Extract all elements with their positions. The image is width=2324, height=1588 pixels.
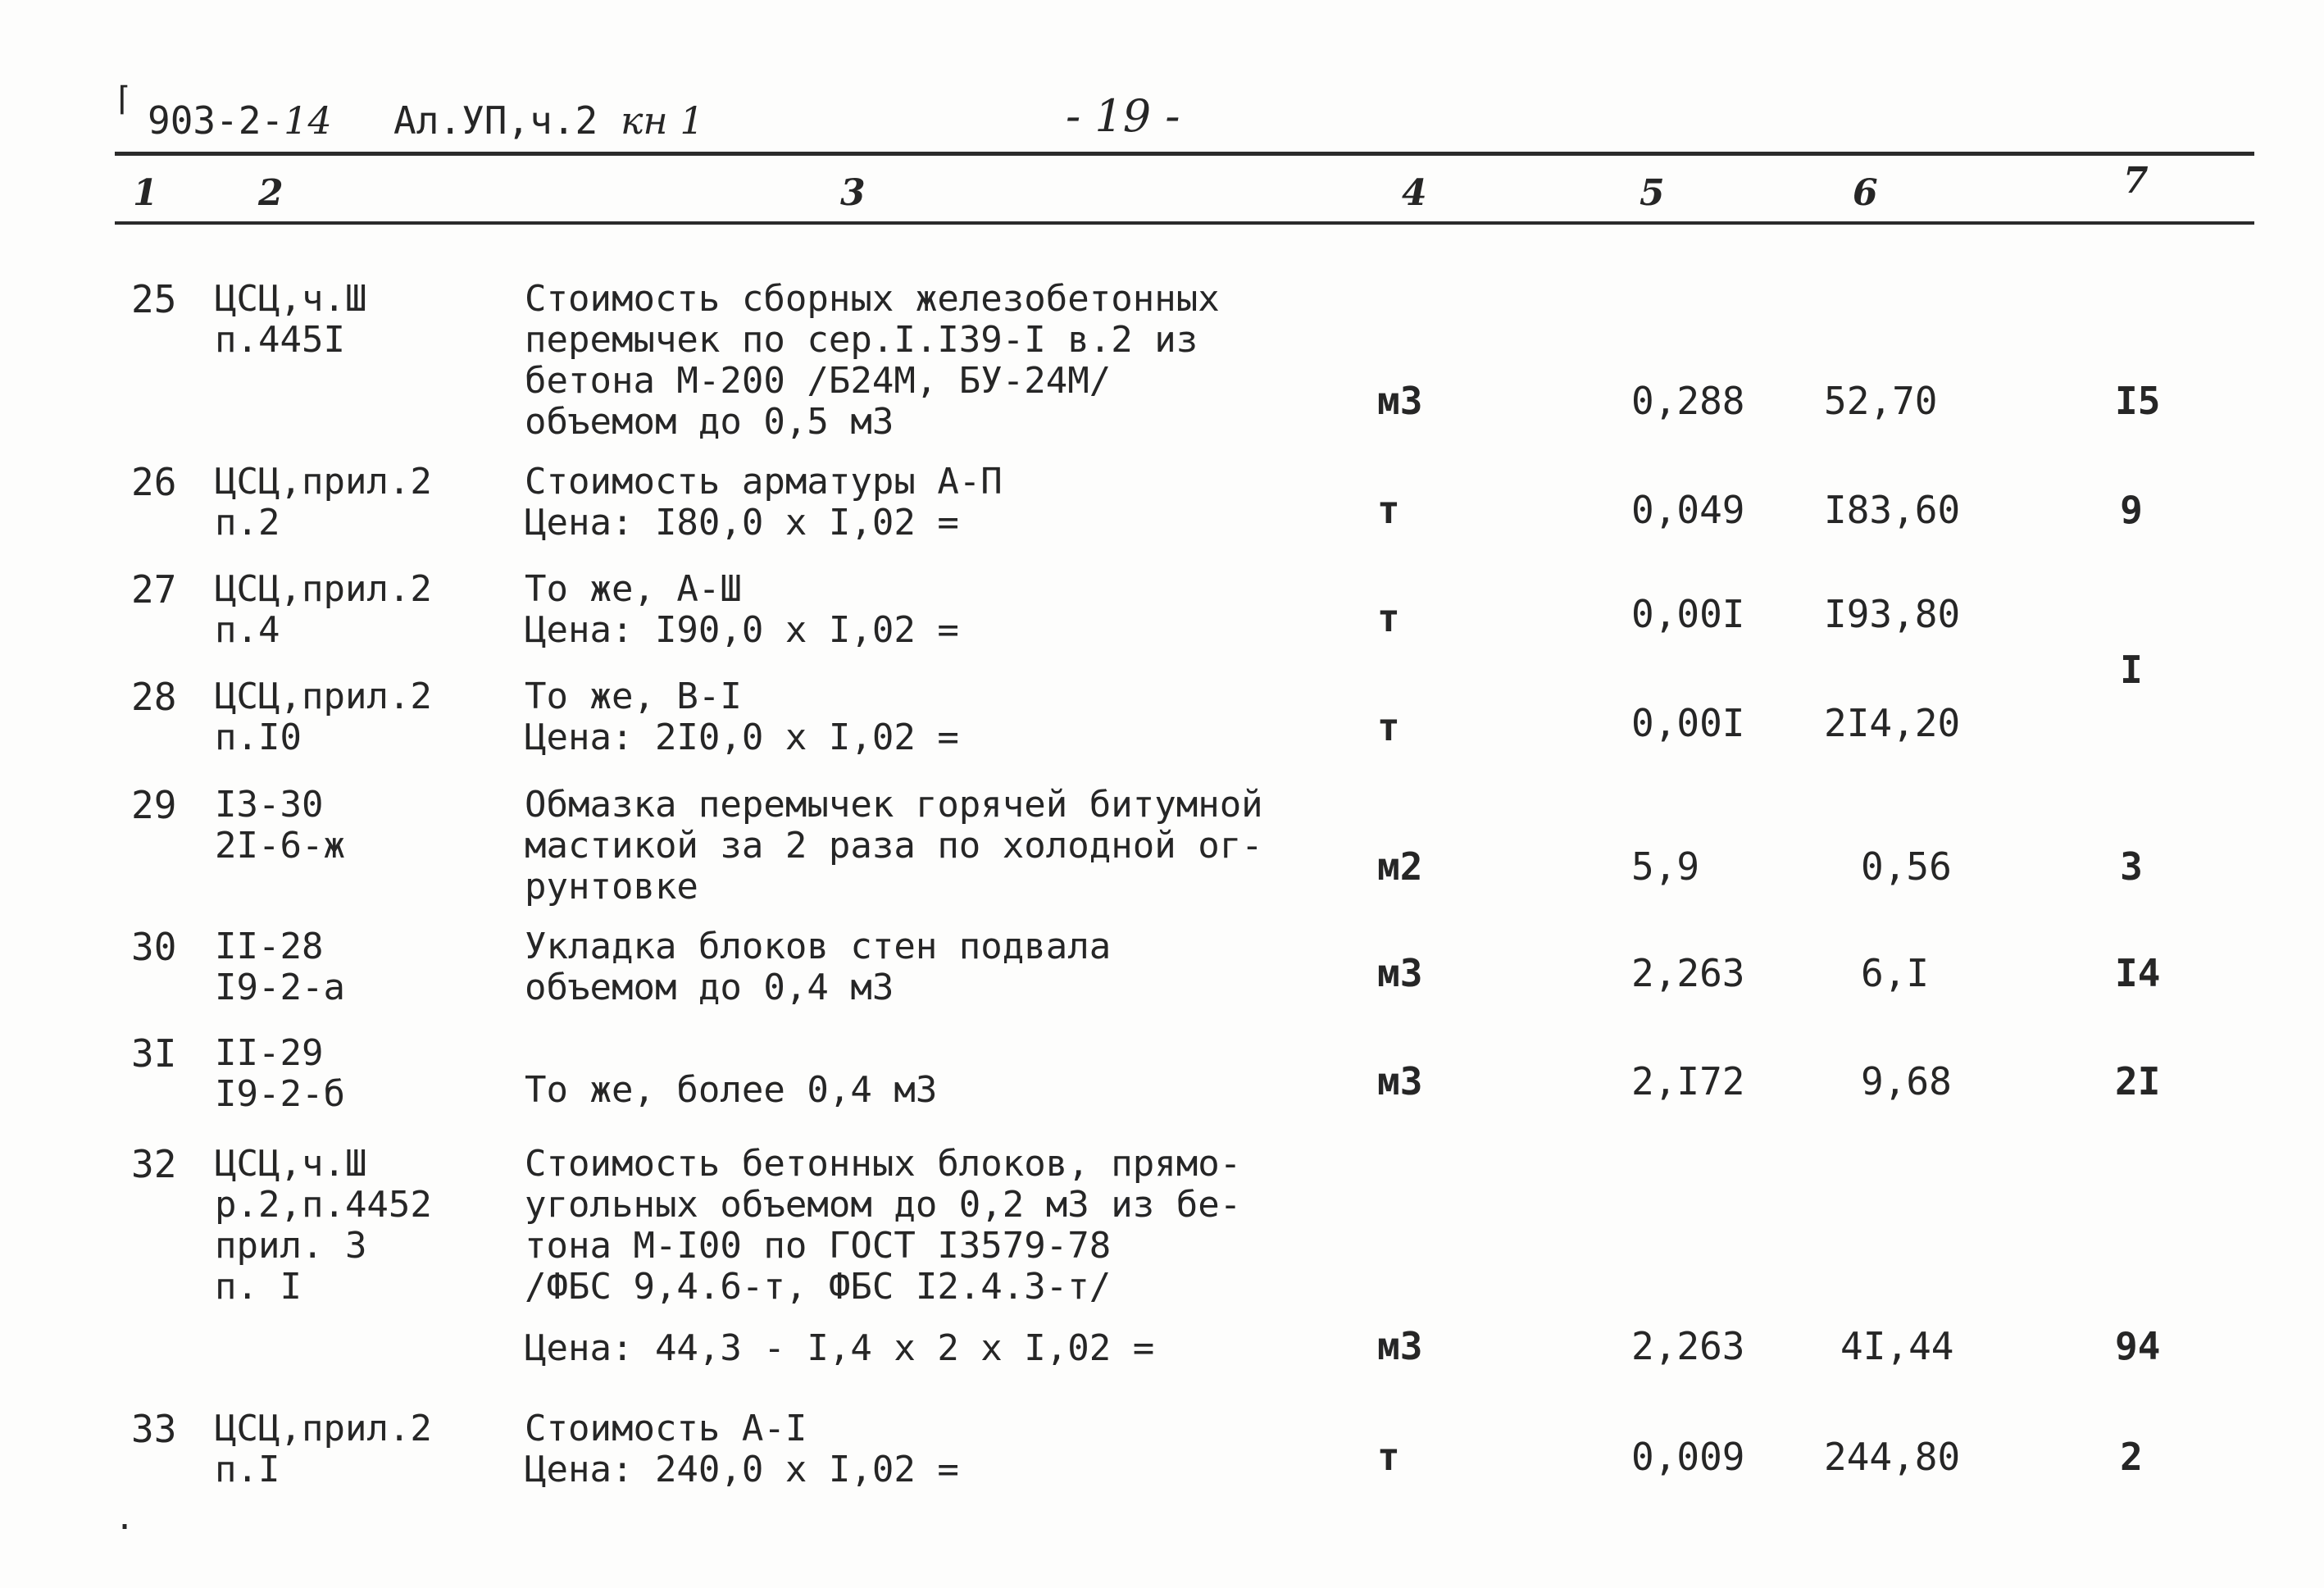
row-number: 32 [131,1142,177,1186]
row-description: То же, В-I Цена: 2I0,0 x I,02 = [525,676,959,758]
column-number-3: 3 [840,172,866,214]
row-unit: т [1377,705,1400,749]
document-code-handwritten: 14 [284,98,332,143]
row-description: То же, А-Ш Цена: I90,0 x I,02 = [525,568,959,651]
row-quantity: 0,288 [1631,379,1745,423]
row-unit-price: I83,60 [1824,488,1961,532]
row-total: 3 [2120,844,2143,889]
album-reference [393,98,704,143]
row-description: То же, более 0,4 м3 [525,1069,938,1111]
row-reference: I3-30 2I-6-ж [215,784,345,867]
row-reference: ЦСЦ,прил.2 п.I [215,1408,432,1490]
row-reference: ЦСЦ,ч.Ш р.2,п.4452 прил. 3 п. I [215,1143,432,1308]
column-number-1: 1 [133,172,158,214]
album-reference-handwritten: кн 1 [620,98,704,143]
row-unit-price: 4I,44 [1840,1324,1954,1368]
row-quantity: 5,9 [1631,844,1700,889]
row-description: Стоимость А-I Цена: 240,0 x I,02 = [525,1408,959,1490]
corner-mark: ⌈ [113,80,134,118]
row-description: Укладка блоков стен подвала объемом до 0,4 м3 [525,926,1112,1008]
row-unit: т [1377,1435,1400,1479]
row-unit-price: 6,I [1861,951,1930,995]
row-unit: м3 [1377,379,1423,423]
row-total: I5 [2115,379,2161,423]
row-quantity: 0,049 [1631,488,1745,532]
row-number: 3I [131,1031,177,1076]
column-number-4: 4 [1402,172,1427,214]
row-quantity: 0,00I [1631,701,1745,745]
row-reference: II-29 I9-2-б [215,1032,345,1115]
row-quantity: 0,009 [1631,1435,1745,1479]
row-unit-price: 52,70 [1824,379,1938,423]
header-top-rule [115,152,2254,156]
row-reference: ЦСЦ,ч.Ш п.445I [215,278,367,361]
row-total: 94 [2115,1324,2161,1368]
row-reference: ЦСЦ,прил.2 п.2 [215,461,432,544]
row-total: 2 [2120,1435,2143,1479]
column-number-7: 7 [2123,160,2149,202]
row-description: Обмазка перемычек горячей битумной мастикой за 2 раза по холодной ог- рунтовке [525,784,1263,908]
row-total-merged: I [2120,648,2143,692]
row-unit: м3 [1377,951,1423,995]
row-number: 33 [131,1407,177,1451]
row-total: I4 [2115,951,2161,995]
header-bottom-rule [115,221,2254,225]
column-number-2: 2 [258,172,284,214]
row-total: 9 [2120,488,2143,532]
row-quantity: 2,I72 [1631,1059,1745,1103]
row-description: Стоимость бетонных блоков, прямо- угольных объемом до 0,2 м3 из бе- тона М-I00 по ГОСТ I3579-78 /ФБС 9,4.6-т, ФБС I2.4.3-т/ [525,1143,1242,1308]
album-reference-printed: Ал.УП,ч.2 [393,98,598,143]
row-quantity: 2,263 [1631,951,1745,995]
row-unit: м3 [1377,1059,1423,1103]
document-code-printed: 903-2- [148,98,284,143]
scan-dot: · [115,1508,135,1546]
document-code [148,98,332,143]
row-quantity: 0,00I [1631,592,1745,636]
column-number-5: 5 [1640,172,1665,214]
row-number: 27 [131,567,177,612]
row-number: 30 [131,925,177,969]
row-reference: ЦСЦ,прил.2 п.4 [215,568,432,651]
row-number: 29 [131,783,177,827]
page-number: - 19 - [1066,90,1180,142]
row-unit: т [1377,488,1400,532]
row-unit-price: 9,68 [1861,1059,1952,1103]
row-number: 26 [131,460,177,504]
row-unit: т [1377,596,1400,640]
column-number-6: 6 [1853,172,1878,214]
row-number: 25 [131,277,177,321]
row-unit-price: 244,80 [1824,1435,1961,1479]
row-price-line: Цена: 44,3 - I,4 x 2 x I,02 = [525,1327,1155,1369]
row-total: 2I [2115,1059,2161,1103]
row-unit-price: 0,56 [1861,844,1952,889]
row-quantity: 2,263 [1631,1324,1745,1368]
row-description: Стоимость арматуры А-П Цена: I80,0 x I,02 = [525,461,1003,544]
row-unit-price: 2I4,20 [1824,701,1961,745]
row-number: 28 [131,675,177,719]
row-unit-price: I93,80 [1824,592,1961,636]
row-reference: ЦСЦ,прил.2 п.I0 [215,676,432,758]
row-reference: II-28 I9-2-а [215,926,345,1008]
row-unit: м2 [1377,844,1423,889]
row-unit: м3 [1377,1324,1423,1368]
row-description: Стоимость сборных железобетонных перемычек по сер.I.I39-I в.2 из бетона М-200 /Б24М, БУ-24М/ объемом до 0,5 м3 [525,278,1220,443]
